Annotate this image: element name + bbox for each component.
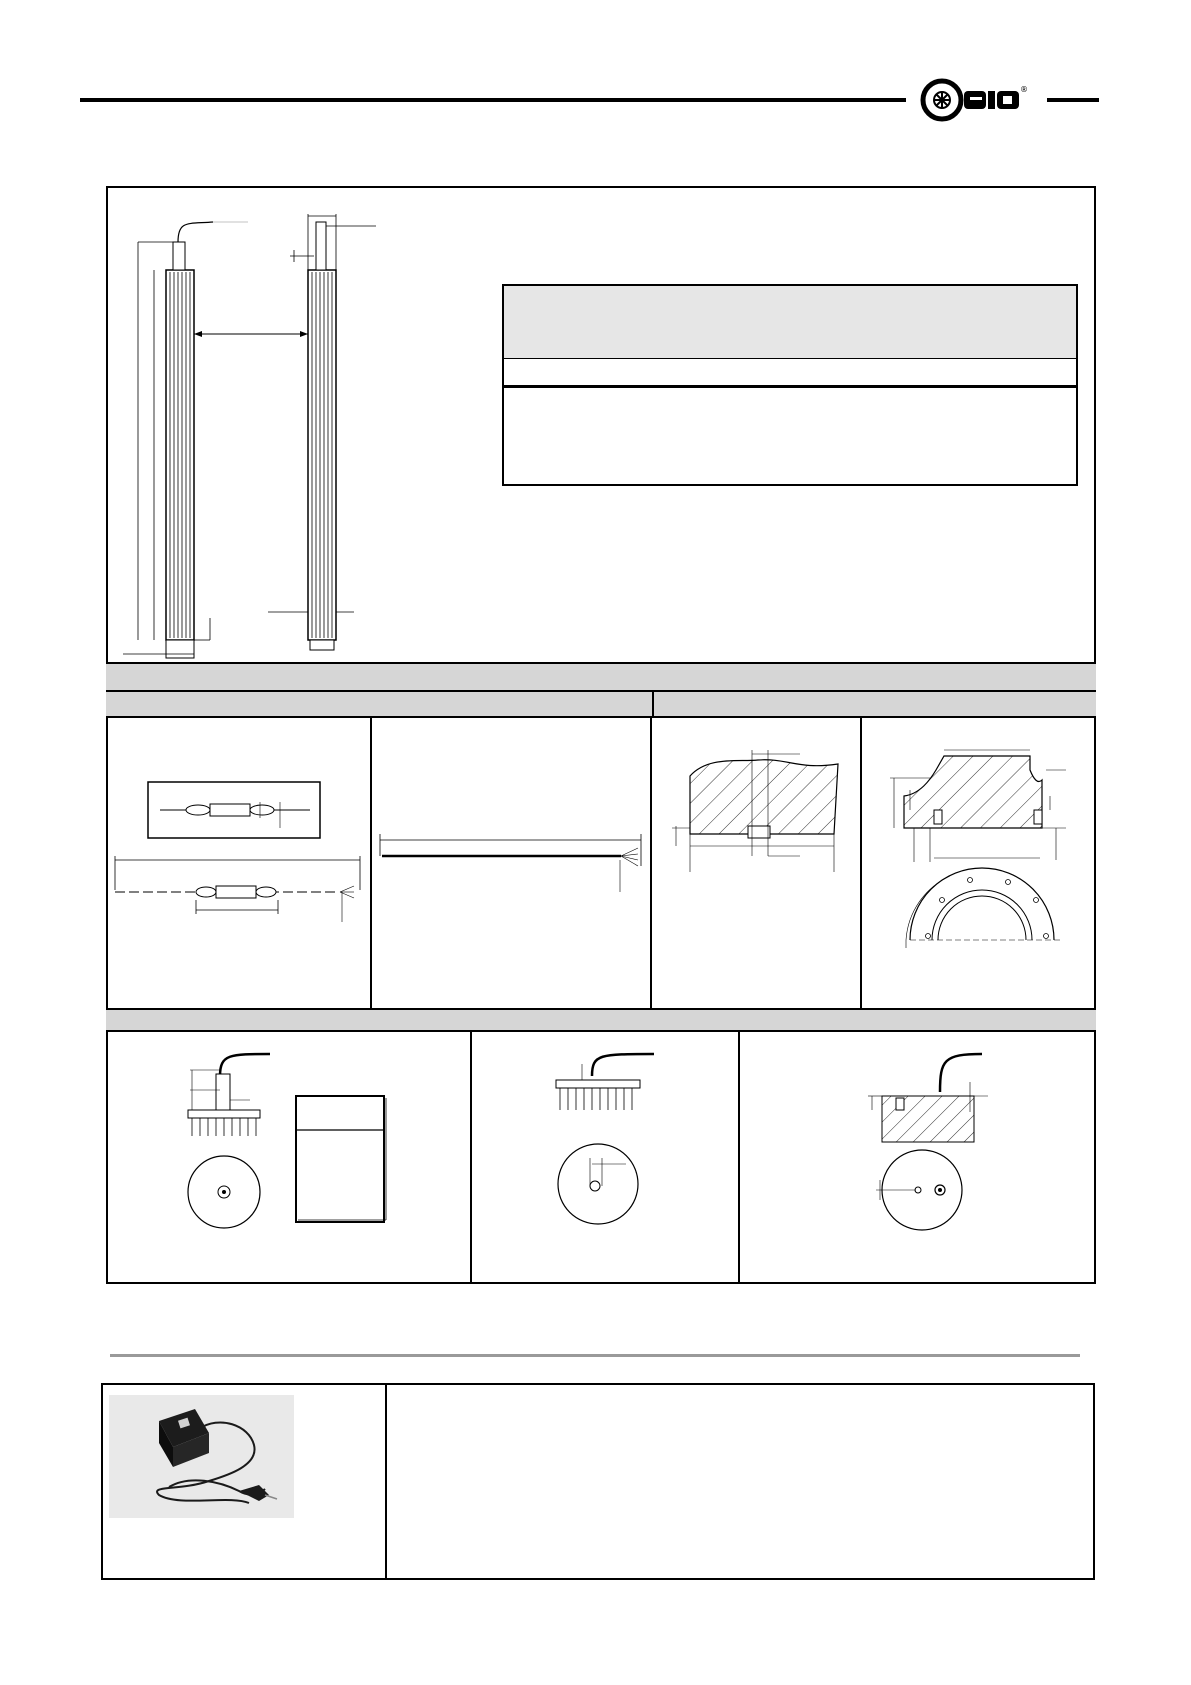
top-rule (505, 186, 1075, 188)
flange-drawing (870, 740, 1070, 950)
svg-text:®: ® (1020, 85, 1028, 94)
power-supply-divider (385, 1383, 387, 1580)
header-rule-left (80, 98, 906, 102)
spec-table-header (504, 286, 1076, 358)
section-band-2-right (652, 692, 1096, 718)
bottom-divider-2 (738, 1032, 740, 1284)
bottom-divider-1 (470, 1032, 472, 1284)
cable-drawing (376, 826, 646, 896)
section-separator (110, 1354, 1080, 1357)
section-band-3 (106, 1008, 1096, 1032)
mid-divider-2 (650, 718, 652, 1008)
column-base-drawing-2 (550, 1040, 660, 1230)
column-base-drawing-3 (862, 1040, 992, 1240)
floor-section-drawing (668, 746, 848, 876)
section-band-1 (106, 662, 1096, 692)
header-rule-right (1047, 98, 1099, 102)
ceia-logo (920, 78, 1036, 122)
section-band-2-left (106, 692, 652, 718)
mid-divider-1 (370, 718, 372, 1008)
cable-connector-drawing (110, 780, 370, 930)
spec-table-divider-1 (502, 358, 1078, 359)
spec-table-divider-2 (502, 385, 1078, 388)
power-supply-photo (109, 1395, 294, 1518)
mid-divider-3 (860, 718, 862, 1008)
transmitter-receiver-columns-drawing (118, 200, 378, 662)
column-base-drawing (180, 1040, 450, 1240)
